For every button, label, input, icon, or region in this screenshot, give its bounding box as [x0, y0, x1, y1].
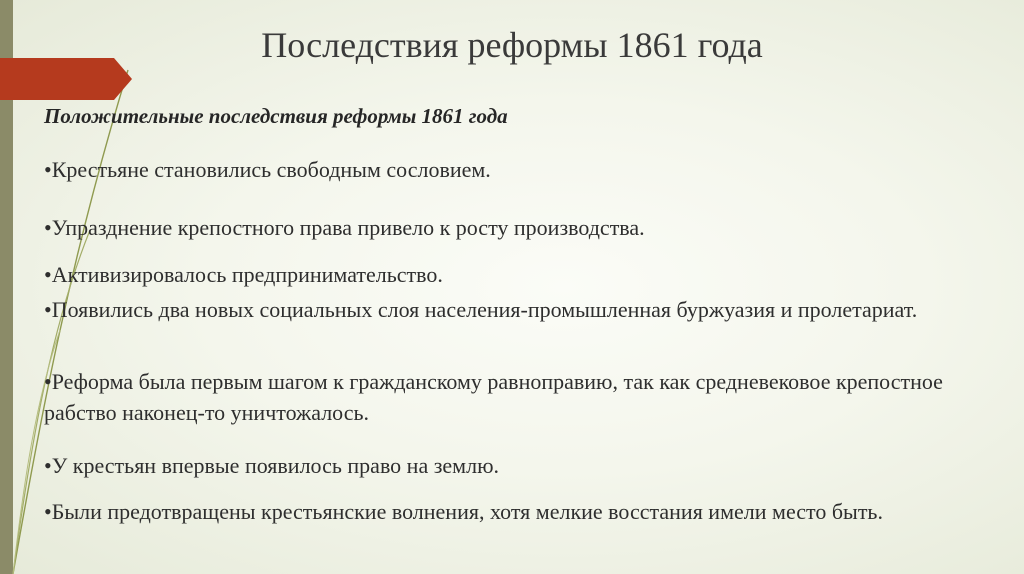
bullet-item: •Крестьяне становились свободным сословием. — [44, 157, 491, 182]
bullet-item: •Появились два новых социальных слоя населения-промышленная буржуазия и пролетариат. — [44, 297, 918, 322]
bullet-item: •Активизировалось предпринимательство. — [44, 262, 443, 287]
slide-title: Последствия реформы 1861 года — [261, 25, 763, 65]
bullet-item: •У крестьян впервые появилось право на землю. — [44, 453, 500, 478]
bullet-item: •Упразднение крепостного права привело к росту производства. — [44, 215, 645, 240]
bullet-item: •Были предотвращены крестьянские волнения, хотя мелкие восстания имели место быть. — [44, 499, 883, 524]
bullet-item: •Реформа была первым шагом к гражданскому равноправию, так как средневековое крепостное рабство наконец-то уничтожалось. — [44, 369, 943, 425]
subtitle: Положительные последствия реформы 1861 года — [44, 104, 508, 128]
